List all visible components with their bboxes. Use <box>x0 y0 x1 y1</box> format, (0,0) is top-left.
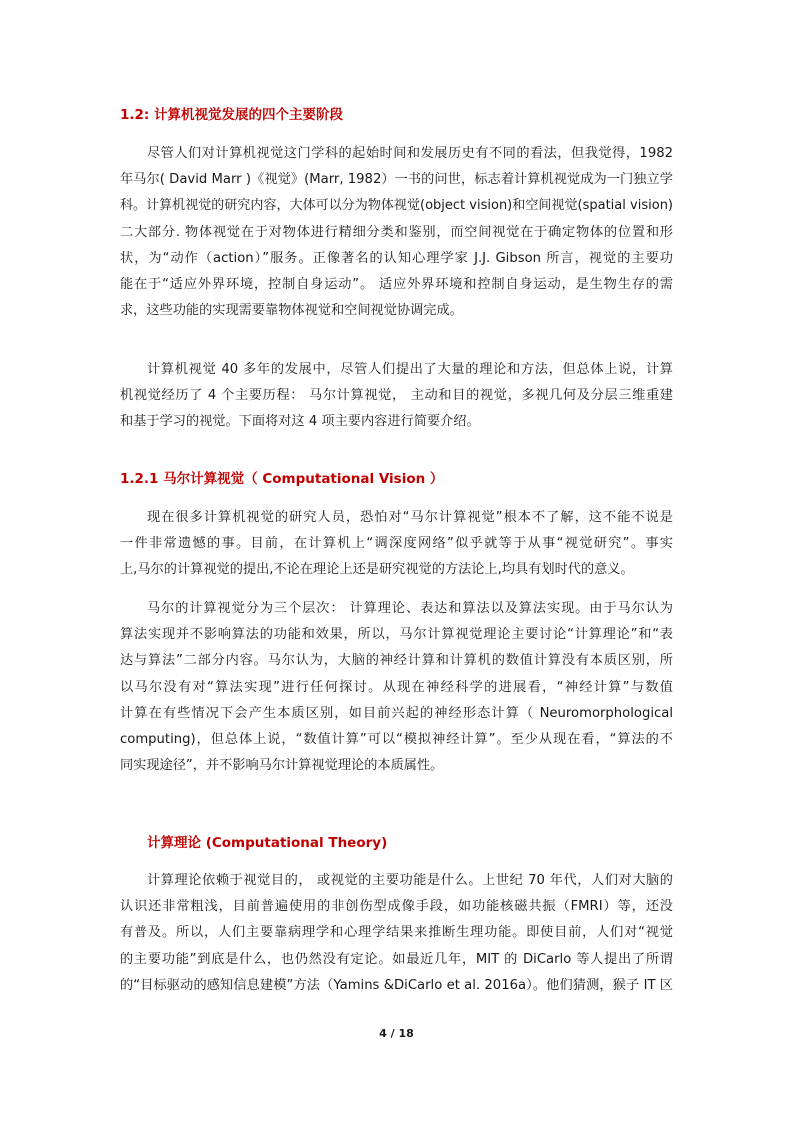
text-line: 算法实现并不影响算法的功能和效果，所以，马尔计算视觉理论主要讨论“计算理论”和“表 <box>120 627 673 643</box>
text-line: 认识还非常粗浅，目前普遍使用的非创伤型成像手段，如功能核磁共振（FMRI）等，还没 <box>120 899 673 915</box>
text-line: computing)，但总体上说，“数值计算”可以“模拟神经计算”。至少从现在看，“算法的不 <box>120 731 673 747</box>
text-line: 状，为“动作（action）”服务。正像著名的认知心理学家 J.J. Gibson 所言，视觉的主要功 <box>120 250 673 266</box>
section-heading: 1.2: 计算机视觉发展的四个主要阶段 <box>120 107 344 123</box>
text-line: 科。计算机视觉的研究内容，大体可以分为物体视觉(object vision)和空间视觉(spatial vision) <box>120 198 673 214</box>
text-line: 计算机视觉 40 多年的发展中，尽管人们提出了大量的理论和方法，但总体上说，计算 <box>147 362 673 377</box>
subsection-heading: 1.2.1 马尔计算视觉（ Computational Vision ） <box>120 471 444 487</box>
text-line: 计算理论依赖于视觉目的， 或视觉的主要功能是什么。上世纪 70 年代，人们对大脑的 <box>147 873 673 888</box>
marr-paragraph-2 <box>120 596 673 779</box>
text-line: 以马尔没有对“算法实现”进行任何探讨。从现在神经科学的进展看，“神经计算”与数值 <box>120 679 673 695</box>
text-line: 能在于“适应外界环境，控制自身运动”。 适应外界环境和控制自身运动，是生物生存的需 <box>120 276 673 292</box>
text-line: 同实现途径”，并不影响马尔计算视觉理论的本质属性。 <box>120 758 444 774</box>
text-line: 二大部分. 物体视觉在于对物体进行精细分类和鉴别，而空间视觉在于确定物体的位置和形 <box>120 224 673 240</box>
text-line: 一件非常遗憾的事。目前，在计算机上“调深度网络”似乎就等于从事“视觉研究”。事实 <box>120 536 673 552</box>
marr-paragraph-1 <box>120 505 673 584</box>
theory-paragraph <box>120 868 673 999</box>
text-line: 马尔的计算视觉分为三个层次： 计算理论、表达和算法以及算法实现。由于马尔认为 <box>147 601 673 616</box>
text-line: 的“目标驱动的感知信息建模”方法（Yamins &DiCarlo et al. 2016a）。他们猜测，猴子 IT 区 <box>120 977 673 993</box>
text-line: 上,马尔的计算视觉的提出,不论在理论上还是研究视觉的方法论上,均具有划时代的意义。 <box>120 562 634 578</box>
text-line: 机视觉经历了 4 个主要历程： 马尔计算视觉， 主动和目的视觉，多视几何及分层三维重建 <box>120 388 673 404</box>
text-line: 有普及。所以，人们主要靠病理学和心理学结果来推断生理功能。即使目前，人们对“视觉 <box>120 925 673 941</box>
text-line: 和基于学习的视觉。下面将对这 4 项主要内容进行简要介绍。 <box>120 414 480 430</box>
stages-paragraph <box>120 357 673 436</box>
text-line: 现在很多计算机视觉的研究人员，恐怕对“马尔计算视觉”根本不了解，这不能不说是 <box>147 510 673 525</box>
text-line: 年马尔( David Marr )《视觉》(Marr, 1982）一书的问世，标志着计算机视觉成为一门独立学 <box>120 172 673 188</box>
text-line: 的主要功能”到底是什么，也仍然没有定论。如最近几年，MIT 的 DiCarlo 等人提出了所谓 <box>120 951 673 967</box>
text-line: 达与算法”二部分内容。马尔认为，大脑的神经计算和计算机的数值计算没有本质区别，所 <box>120 653 673 669</box>
text-line: 计算在有些情况下会产生本质区别，如目前兴起的神经形态计算（ Neuromorphological <box>120 705 673 721</box>
text-line: 尽管人们对计算机视觉这门学科的起始时间和发展历史有不同的看法，但我觉得，1982 <box>147 146 673 161</box>
page-number: 4 / 18 <box>379 1027 414 1040</box>
theory-heading: 计算理论 (Computational Theory) <box>147 835 388 851</box>
intro-paragraph <box>120 141 673 324</box>
text-line: 求，这些功能的实现需要靠物体视觉和空间视觉协调完成。 <box>120 303 463 319</box>
